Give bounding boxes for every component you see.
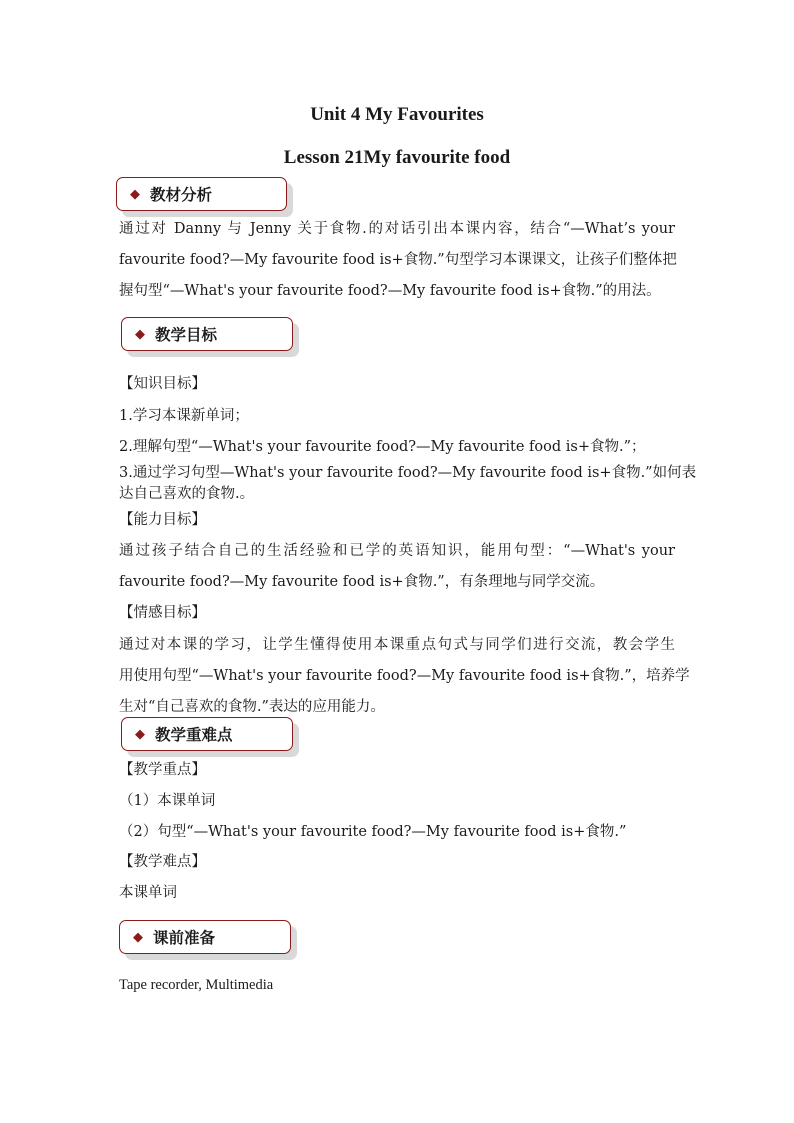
paragraph-line: 通过对 Danny 与 Jenny 关于食物.的对话引出本课内容，结合“—What’s your [119, 221, 675, 237]
section-label: 教材分析 [150, 186, 213, 204]
paragraph-line: 通过对本课的学习，让学生懂得使用本课重点句式与同学们进行交流，教会学生 [119, 637, 675, 653]
list-item: 达自己喜欢的食物.。 [119, 486, 255, 502]
subheading: 【知识目标】 [119, 376, 206, 392]
subheading: 【教学难点】 [119, 854, 206, 870]
paragraph-line: favourite food?—My favourite food is+食物.”句型学习本课课文，让孩子们整体把 [119, 252, 677, 268]
subheading: 【能力目标】 [119, 512, 206, 528]
paragraph-line: favourite food?—My favourite food is+食物.”，有条理地与同学交流。 [119, 574, 605, 590]
paragraph-line: 握句型“—What's your favourite food?—My favourite food is+食物.”的用法。 [119, 283, 661, 299]
paragraph-line: 用使用句型“—What's your favourite food?—My favourite food is+食物.”，培养学 [119, 668, 690, 684]
paragraph-line: 通过孩子结合自己的生活经验和已学的英语知识，能用句型：“—What's your [119, 543, 675, 559]
diamond-icon: ◆ [135, 326, 145, 342]
paragraph-line: Tape recorder, Multimedia [119, 977, 274, 993]
page-subtitle: Lesson 21My favourite food [283, 147, 511, 168]
section-label: 教学重难点 [155, 726, 233, 744]
list-item: （1）本课单词 [119, 793, 216, 809]
paragraph-line: 本课单词 [119, 885, 177, 901]
list-item: 3.通过学习句型—What's your favourite food?—My favourite food is+食物.”如何表 [119, 465, 697, 481]
list-item: 1.学习本课新单词； [119, 408, 249, 424]
section-label: 教学目标 [155, 326, 218, 344]
subheading: 【教学重点】 [119, 762, 206, 778]
diamond-icon: ◆ [130, 186, 140, 202]
diamond-icon: ◆ [133, 929, 143, 945]
page-title: Unit 4 My Favourites [310, 104, 484, 125]
section-label: 课前准备 [153, 929, 216, 947]
list-item: （2）句型“—What's your favourite food?—My favourite food is+食物.” [119, 824, 627, 840]
list-item: 2.理解句型“—What's your favourite food?—My favourite food is+食物.”； [119, 439, 646, 455]
paragraph-line: 生对“自己喜欢的食物.”表达的应用能力。 [119, 699, 385, 715]
diamond-icon: ◆ [135, 726, 145, 742]
subheading: 【情感目标】 [119, 605, 206, 621]
